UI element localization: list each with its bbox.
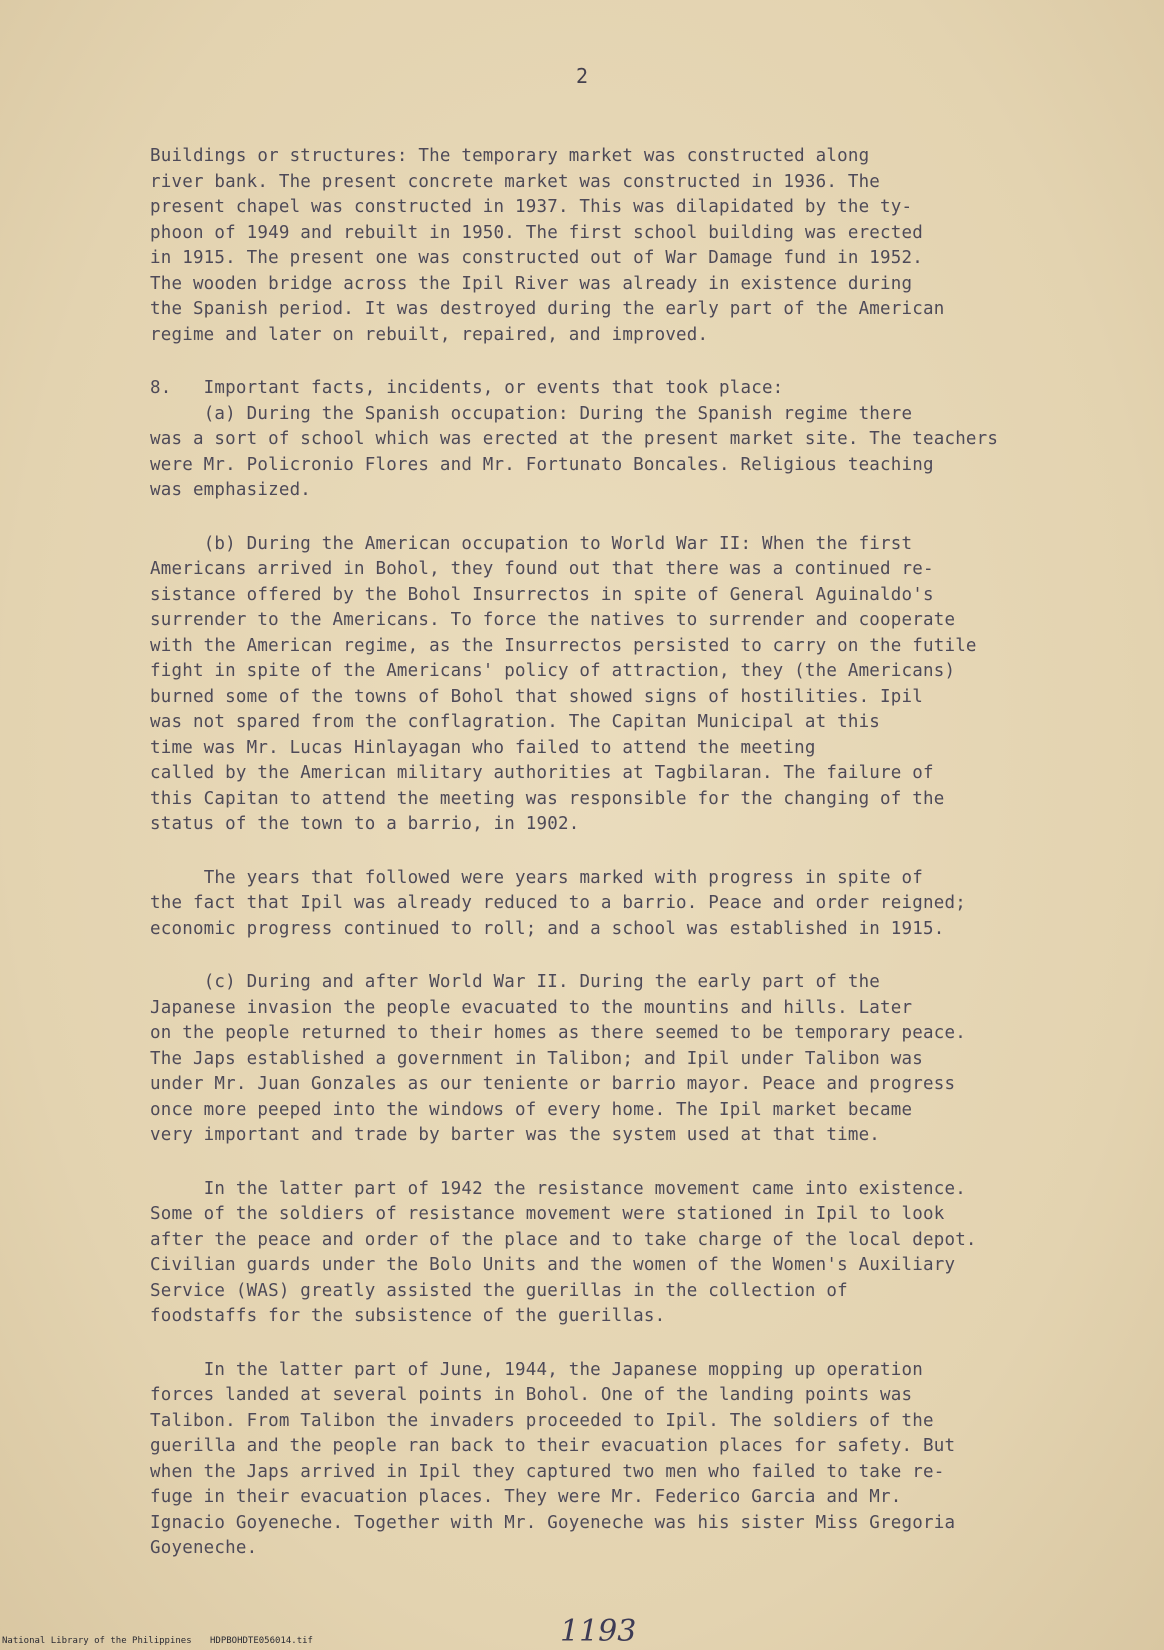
handwritten-folio-number: 1193 (560, 1614, 637, 1649)
paragraph-resistance-movement: In the latter part of 1942 the resistance movement came into existence. Some of the soldiers of resistance movement were stationed in Ipil to look after the peace and order of the place and to take charge of the local depot. Civilian guards under the Bolo Units and the women of the Women's Auxiliary Service (WAS) greatly assisted the guerillas in the collection of foodstaffs for the subsistence of the guerillas. (150, 1178, 977, 1326)
footer-library-name: National Library of the Philippines (2, 1636, 192, 1646)
paragraph-american-occupation: (b) During the American occupation to World War II: When the first Americans arrived in Bohol, they found out that there was a continued re- sistance offered by the Bohol Insurrectos in spite of General Aguinaldo's surrender to the Americans. To force the natives to surrender and cooperate with the American regime, as the Insurrectos persisted to carry on the futile fight in spite of the Americans' policy of attraction, they (the Americans) burned some of the towns of Bohol that showed signs of hostilities. Ipil was not spared from the conflagration. The Capitan Municipal at this time was Mr. Lucas Hinlayagan who failed to attend the meeting called by the American military authorities at Tagbilaran. The failure of this Capitan to attend the meeting was responsible for the changing of the status of the town to a barrio, in 1902. (150, 533, 977, 834)
paragraph-buildings: Buildings or structures: The temporary market was constructed along river bank. The present concrete market was constructed in 1936. The present chapel was constructed in 1937. This was dilapidated by the ty- phoon of 1949 and rebuilt in 1950. The first school building was erected in 1915. The present one was constructed out of War Damage fund in 1952. The wooden bridge across the Ipil River was already in existence during the Spanish period. It was destroyed during the early part of the American regime and later on rebuilt, repaired, and improved. (150, 146, 945, 345)
paragraph-world-war-ii: (c) During and after World War II. During the early part of the Japanese invasion the people evacuated to the mountins and hills. Later on the people returned to their homes as there seemed to be temporary peace. The Japs established a government in Talibon; and Ipil under Talibon was under Mr. Juan Gonzales as our teniente or barrio mayor. Peace and progress once more peeped into the windows of every home. The Ipil market became very important and trade by barter was the system used at that time. (150, 972, 966, 1145)
paragraph-progress: The years that followed were years marked with progress in spite of the fact that Ipil was already reduced to a barrio. Peace and order reigned; economic progress continued to roll; and a school was established in 1915. (150, 867, 966, 939)
paragraph-japanese-operation: In the latter part of June, 1944, the Japanese mopping up operation forces landed at several points in Bohol. One of the landing points was Talibon. From Talibon the invaders proceeded to Ipil. The soldiers of the guerilla and the people ran back to their evacuation places for safety. But when the Japs arrived in Ipil they captured two men who failed to take re- fuge in their evacuation places. They were Mr. Federico Garcia and Mr. Ignacio Goyeneche. Together with Mr. Goyeneche was his sister Miss Gregoria Goyeneche. (150, 1359, 956, 1558)
page-number: 2 (575, 64, 589, 88)
scan-footer (0, 1633, 1164, 1650)
footer-file-name: HDPBOHDTE056014.tif (210, 1636, 313, 1646)
document-body (150, 144, 1090, 1590)
paragraph-spanish-occupation: 8. Important facts, incidents, or events that took place: (a) During the Spanish occupation: During the Spanish regime there was a sort of school which was erected at the present market site. The teachers were Mr. Policronio Flores and Mr. Fortunato Boncales. Religious teaching was emphasized. (150, 378, 999, 500)
